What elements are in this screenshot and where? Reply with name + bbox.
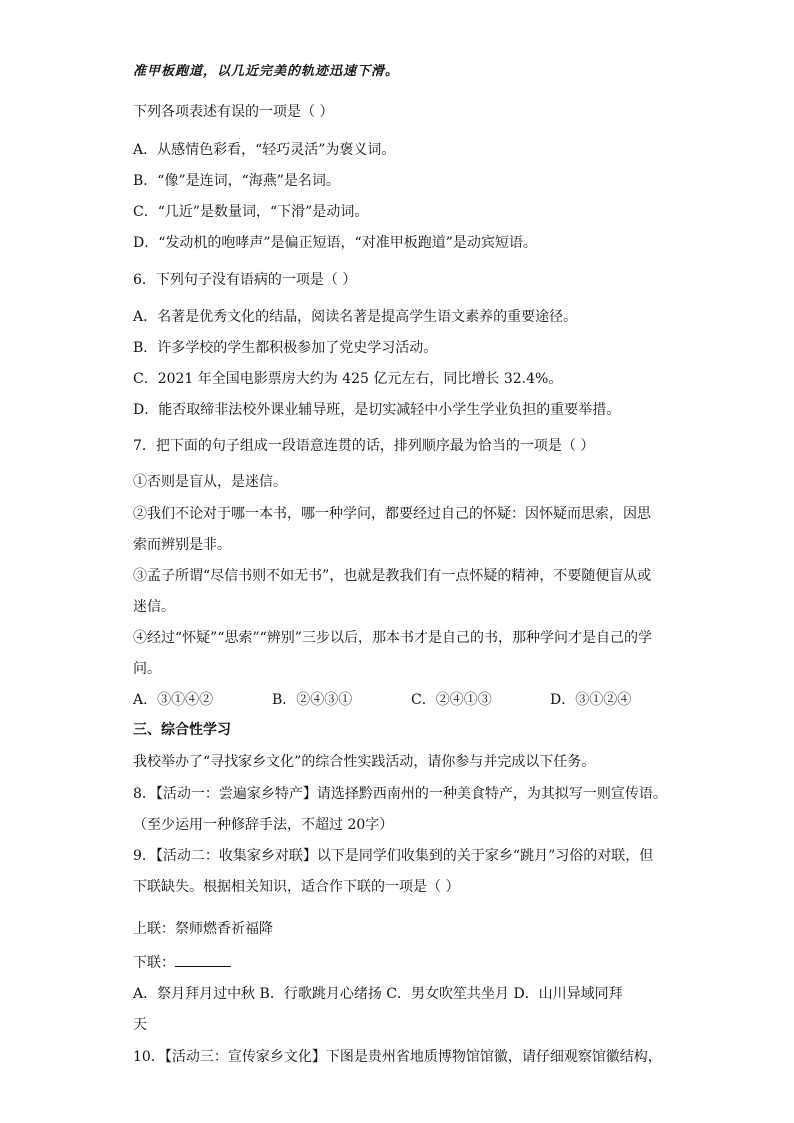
couplet-lower <box>133 952 231 973</box>
question-9: 9．【活动二：收集家乡对联】以下是同学们收集到的关于家乡“跳月”习俗的对联，但 <box>133 848 654 864</box>
question-9-cont: 下联缺失。根据相关知识，适合作下联的一项是（ ） <box>133 879 460 895</box>
section-heading: 三、综合性学习 <box>133 722 231 738</box>
sentence-3-cont: 迷信。 <box>133 599 175 615</box>
question-10: 10．【活动三：宣传家乡文化】下图是贵州省地质博物馆馆徽，请仔细观察馆徽结构， <box>133 1049 662 1065</box>
question-7: 7．把下面的句子组成一段语意连贯的话，排列顺序最为恰当的一项是（ ） <box>133 438 595 454</box>
text-line: 准甲板跑道，以几近完美的轨迹迅速下滑。 <box>133 64 400 79</box>
sentence-1: ①否则是盲从，是迷信。 <box>133 474 287 490</box>
sentence-3: ③孟子所谓“尽信书则不如无书”，也就是教我们有一点怀疑的精神，不要随便盲从或 <box>133 568 652 584</box>
question-8: 8．【活动一：尝遍家乡特产】请选择黔西南州的一种美食特产，为其拟写一则宣传语。 <box>133 786 667 802</box>
option-d: D．“发动机的咆哮声”是偏正短语，“对准甲板跑道”是动宾短语。 <box>133 235 537 251</box>
question-9-options: A．祭月拜月过中秋 B．行歌跳月心绪扬 C．男女吹笙共坐月 D．山川异域同拜 <box>133 986 623 1002</box>
option-a: A．③①④② <box>133 692 214 708</box>
option-b: B．许多学校的学生都积极参加了党史学习活动。 <box>133 340 438 356</box>
option-d: D．能否取缔非法校外课业辅导班，是切实减轻中小学生学业负担的重要举措。 <box>133 402 621 418</box>
option-c: C．2021 年全国电影票房大约为 425 亿元左右，同比增长 32.4%。 <box>133 371 563 387</box>
option-a: A．从感情色彩看，“轻巧灵活”为褒义词。 <box>133 142 396 158</box>
option-b: B．“像”是连词，“海燕”是名词。 <box>133 173 340 189</box>
couplet-upper: 上联：祭师燃香祈福降 <box>133 921 273 937</box>
answer-blank <box>175 952 231 967</box>
question-stem: 下列各项表述有误的一项是（ ） <box>133 104 334 120</box>
option-c: C．“几近”是数量词，“下滑”是动词。 <box>133 204 369 220</box>
text-line: 我校举办了“寻找家乡文化”的综合性实践活动，请你参与并完成以下任务。 <box>133 754 596 770</box>
question-7-options <box>133 690 631 710</box>
option-a: A．名著是优秀文化的结晶，阅读名著是提高学生语文素养的重要途径。 <box>133 309 578 325</box>
sentence-4-cont: 问。 <box>133 661 161 677</box>
sentence-2-cont: 索而辨别是非。 <box>133 537 231 553</box>
question-8-cont: （至少运用一种修辞手法，不超过 20字） <box>133 817 394 833</box>
question-9-options-cont: 天 <box>133 1017 147 1033</box>
option-d: D．③①②④ <box>550 692 632 708</box>
couplet-lower-label: 下联： <box>133 955 175 971</box>
sentence-4: ④经过“怀疑”“思索”“辨别”三步以后，那本书才是自己的书，那种学问才是自己的学 <box>133 630 652 646</box>
sentence-2: ②我们不论对于哪一本书，哪一种学问，都要经过自己的怀疑：因怀疑而思索，因思 <box>133 506 651 522</box>
option-c: C．②④①③ <box>411 692 492 708</box>
option-b: B．②④③① <box>272 692 353 708</box>
question-6: 6．下列句子没有语病的一项是（ ） <box>133 272 357 288</box>
